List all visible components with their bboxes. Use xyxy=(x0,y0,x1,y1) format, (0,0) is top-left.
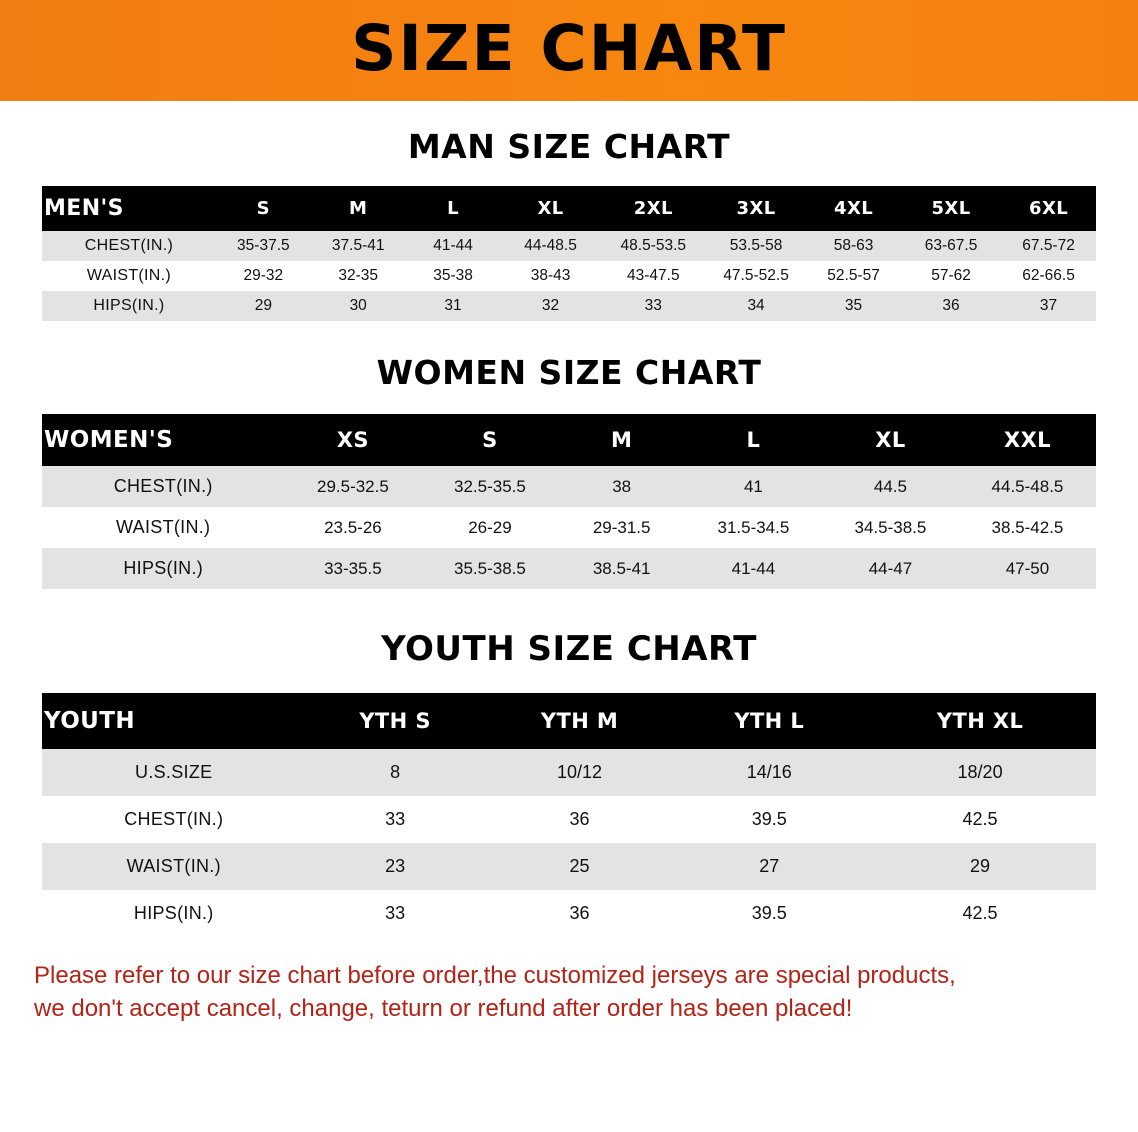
women-cell: 23.5-26 xyxy=(284,507,421,548)
men-column-header: XL xyxy=(500,186,600,231)
youth-table-corner-label: YOUTH xyxy=(42,693,306,749)
youth-column-header: YTH M xyxy=(485,693,675,749)
women-cell: 38 xyxy=(558,466,684,507)
table-row xyxy=(42,507,1096,548)
youth-cell: 33 xyxy=(306,890,485,937)
women-row-label: HIPS(IN.) xyxy=(42,548,284,589)
men-column-header: 6XL xyxy=(1001,186,1096,231)
men-cell: 29-32 xyxy=(216,261,311,291)
men-cell: 32-35 xyxy=(311,261,406,291)
men-column-header: 2XL xyxy=(601,186,706,231)
youth-row-label: WAIST(IN.) xyxy=(42,843,306,890)
men-cell: 31 xyxy=(406,291,501,321)
youth-cell: 18/20 xyxy=(864,749,1096,796)
men-column-header: 4XL xyxy=(806,186,901,231)
youth-cell: 42.5 xyxy=(864,796,1096,843)
youth-size-table xyxy=(42,693,1096,937)
youth-section-title: YOUTH SIZE CHART xyxy=(381,629,757,669)
women-cell: 44.5 xyxy=(822,466,959,507)
men-cell: 43-47.5 xyxy=(601,261,706,291)
table-row xyxy=(42,890,1096,937)
youth-cell: 27 xyxy=(674,843,864,890)
table-header-row xyxy=(42,693,1096,749)
men-cell: 35 xyxy=(806,291,901,321)
youth-table-header xyxy=(42,693,1096,749)
women-column-header: XL xyxy=(822,414,959,466)
table-row xyxy=(42,843,1096,890)
youth-row-label: CHEST(IN.) xyxy=(42,796,306,843)
women-cell: 38.5-42.5 xyxy=(959,507,1096,548)
youth-cell: 39.5 xyxy=(674,796,864,843)
table-row xyxy=(42,291,1096,321)
men-cell: 63-67.5 xyxy=(901,231,1001,261)
women-table-header xyxy=(42,414,1096,466)
youth-cell: 36 xyxy=(485,890,675,937)
men-cell: 38-43 xyxy=(500,261,600,291)
men-row-label: HIPS(IN.) xyxy=(42,291,216,321)
women-cell: 31.5-34.5 xyxy=(685,507,822,548)
youth-cell: 39.5 xyxy=(674,890,864,937)
women-cell: 26-29 xyxy=(421,507,558,548)
table-row xyxy=(42,261,1096,291)
youth-cell: 29 xyxy=(864,843,1096,890)
women-column-header: L xyxy=(685,414,822,466)
page-banner xyxy=(0,0,1138,101)
note-line-2: we don't accept cancel, change, teturn or refund after order has been placed! xyxy=(34,995,853,1023)
table-row xyxy=(42,231,1096,261)
youth-column-header: YTH S xyxy=(306,693,485,749)
men-row-label: CHEST(IN.) xyxy=(42,231,216,261)
women-column-header: S xyxy=(421,414,558,466)
man-section-title: MAN SIZE CHART xyxy=(407,127,731,166)
men-cell: 57-62 xyxy=(901,261,1001,291)
men-cell: 37 xyxy=(1001,291,1096,321)
women-cell: 33-35.5 xyxy=(284,548,421,589)
women-cell: 29.5-32.5 xyxy=(284,466,421,507)
women-cell: 29-31.5 xyxy=(558,507,684,548)
youth-cell: 36 xyxy=(485,796,675,843)
women-section-title: WOMEN SIZE CHART xyxy=(376,353,762,392)
women-cell: 32.5-35.5 xyxy=(421,466,558,507)
table-header-row xyxy=(42,186,1096,231)
youth-row-label: HIPS(IN.) xyxy=(42,890,306,937)
men-cell: 32 xyxy=(500,291,600,321)
man-table-wrap xyxy=(0,186,1138,321)
women-cell: 44.5-48.5 xyxy=(959,466,1096,507)
men-cell: 41-44 xyxy=(406,231,501,261)
youth-cell: 25 xyxy=(485,843,675,890)
youth-column-header: YTH L xyxy=(674,693,864,749)
women-table-wrap xyxy=(0,414,1138,589)
man-size-table xyxy=(42,186,1096,321)
women-size-table xyxy=(42,414,1096,589)
women-table-corner-label: WOMEN'S xyxy=(42,414,284,466)
men-cell: 52.5-57 xyxy=(806,261,901,291)
women-column-header: M xyxy=(558,414,684,466)
men-column-header: S xyxy=(216,186,311,231)
women-column-header: XS xyxy=(284,414,421,466)
page-title: SIZE CHART xyxy=(351,12,787,85)
youth-cell: 23 xyxy=(306,843,485,890)
table-row xyxy=(42,796,1096,843)
men-cell: 58-63 xyxy=(806,231,901,261)
table-row xyxy=(42,466,1096,507)
women-cell: 44-47 xyxy=(822,548,959,589)
men-column-header: L xyxy=(406,186,501,231)
youth-cell: 8 xyxy=(306,749,485,796)
youth-cell: 14/16 xyxy=(674,749,864,796)
women-cell: 34.5-38.5 xyxy=(822,507,959,548)
men-cell: 47.5-52.5 xyxy=(706,261,806,291)
men-cell: 44-48.5 xyxy=(500,231,600,261)
men-cell: 29 xyxy=(216,291,311,321)
men-cell: 62-66.5 xyxy=(1001,261,1096,291)
women-cell: 38.5-41 xyxy=(558,548,684,589)
men-table-corner-label: MEN'S xyxy=(42,186,216,231)
men-cell: 33 xyxy=(601,291,706,321)
women-table-body xyxy=(42,466,1096,589)
table-row xyxy=(42,548,1096,589)
men-column-header: 3XL xyxy=(706,186,806,231)
youth-table-body xyxy=(42,749,1096,937)
youth-cell: 10/12 xyxy=(485,749,675,796)
youth-column-header: YTH XL xyxy=(864,693,1096,749)
women-cell: 41-44 xyxy=(685,548,822,589)
youth-table-wrap xyxy=(0,693,1138,937)
men-cell: 36 xyxy=(901,291,1001,321)
men-cell: 35-37.5 xyxy=(216,231,311,261)
women-row-label: WAIST(IN.) xyxy=(42,507,284,548)
women-cell: 35.5-38.5 xyxy=(421,548,558,589)
men-row-label: WAIST(IN.) xyxy=(42,261,216,291)
youth-cell: 42.5 xyxy=(864,890,1096,937)
men-cell: 35-38 xyxy=(406,261,501,291)
women-cell: 47-50 xyxy=(959,548,1096,589)
men-cell: 48.5-53.5 xyxy=(601,231,706,261)
men-cell: 34 xyxy=(706,291,806,321)
table-header-row xyxy=(42,414,1096,466)
men-cell: 30 xyxy=(311,291,406,321)
men-cell: 67.5-72 xyxy=(1001,231,1096,261)
note-line-1: Please refer to our size chart before order,the customized jerseys are special products, xyxy=(34,962,956,989)
youth-row-label: U.S.SIZE xyxy=(42,749,306,796)
women-cell: 41 xyxy=(685,466,822,507)
men-column-header: M xyxy=(311,186,406,231)
table-row xyxy=(42,749,1096,796)
man-table-body xyxy=(42,231,1096,321)
men-cell: 37.5-41 xyxy=(311,231,406,261)
women-row-label: CHEST(IN.) xyxy=(42,466,284,507)
man-table-header xyxy=(42,186,1096,231)
women-column-header: XXL xyxy=(959,414,1096,466)
youth-cell: 33 xyxy=(306,796,485,843)
order-policy-note xyxy=(34,959,1104,1025)
men-cell: 53.5-58 xyxy=(706,231,806,261)
men-column-header: 5XL xyxy=(901,186,1001,231)
